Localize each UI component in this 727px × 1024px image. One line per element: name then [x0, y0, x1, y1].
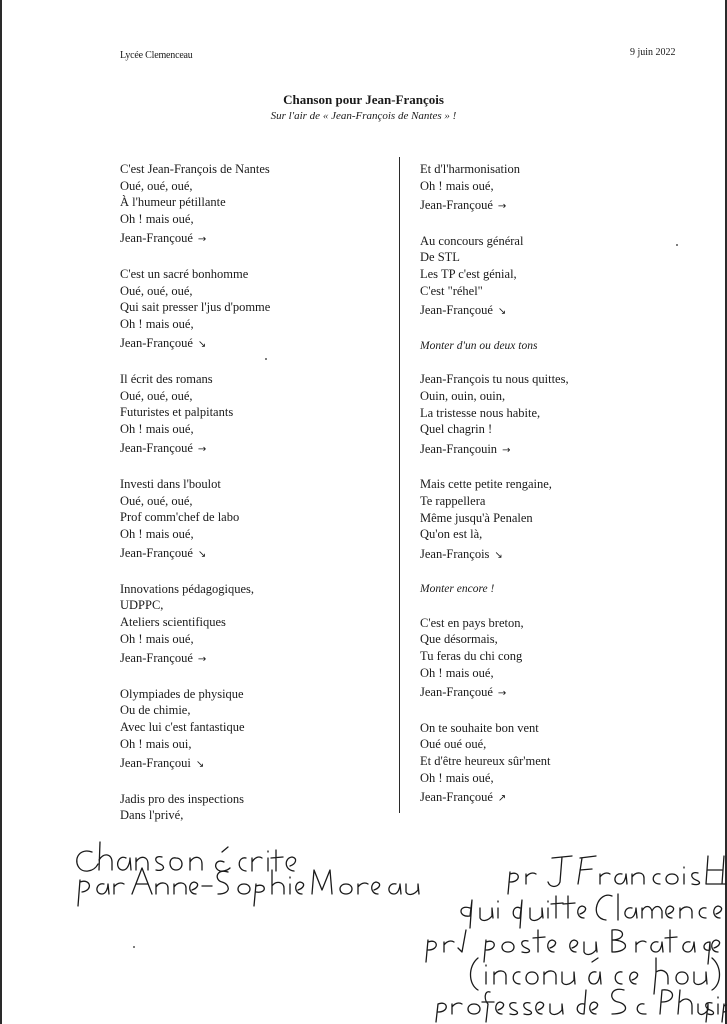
lyric-line: Même jusqu'à Penalen	[420, 510, 533, 525]
lyric-line: Oué oué oué,	[420, 737, 487, 752]
lyric-line: Ou de chimie,	[120, 703, 191, 718]
refrain-text: Jean-Françoué	[120, 441, 193, 456]
lyric-line: UDPPC,	[120, 598, 164, 613]
lyric-line: Te rappellera	[420, 493, 486, 508]
lyric-line: De STL	[420, 250, 460, 265]
stanza	[120, 791, 390, 824]
lyric-line: Que désormais,	[420, 632, 498, 647]
refrain-text: Jean-Françoué	[420, 198, 493, 213]
performance-note: Monter encore !	[420, 583, 495, 596]
scan-speck	[676, 244, 678, 246]
lyric-line: Innovations pédagogiques,	[120, 581, 255, 596]
refrain-text: Jean-Françoui	[120, 756, 191, 771]
stanza	[120, 581, 390, 669]
lyric-line: Au concours général	[420, 233, 524, 248]
lyric-line: C'est "réhel"	[420, 283, 483, 298]
document-date: 9 juin 2022	[630, 47, 676, 58]
refrain-text: Jean-Françoué	[120, 546, 193, 561]
pitch-arrow-icon: ↘	[197, 339, 207, 351]
refrain-line	[420, 684, 710, 703]
handwritten-dedication-note	[426, 856, 727, 1022]
lyric-line: Dans l'privé,	[120, 808, 184, 823]
lyric-line: Qui sait presser l'jus d'pomme	[120, 300, 271, 315]
stanza	[420, 371, 710, 459]
column-divider	[399, 157, 400, 813]
refrain-text: Jean-Françoué	[420, 685, 493, 700]
lyric-line: Oh ! mais oué,	[420, 770, 494, 785]
lyric-line: Et d'être heureux sûr'ment	[420, 754, 551, 769]
stanza	[420, 476, 710, 564]
lyric-line: Futuristes et palpitants	[120, 405, 234, 420]
refrain-text: Jean-François	[420, 546, 490, 561]
stanza	[420, 161, 710, 216]
lyric-line: Jean-François tu nous quittes,	[420, 372, 569, 387]
refrain-text: Jean-Françoué	[420, 303, 493, 318]
pitch-arrow-icon: ↘	[494, 549, 503, 561]
handwritten-author-note	[77, 842, 419, 906]
lyric-line: Oué, oué, oué,	[120, 178, 193, 193]
lyric-line: Oh ! mais oui,	[120, 736, 192, 751]
pitch-arrow-icon: ↘	[497, 306, 507, 318]
school-name: Lycée Clemenceau	[120, 50, 193, 61]
lyric-line: La tristesse nous habite,	[420, 405, 541, 420]
lyric-line: Oh ! mais oué,	[420, 665, 494, 680]
lyric-line: Tu feras du chi cong	[420, 649, 523, 664]
pitch-arrow-icon: →	[197, 654, 207, 666]
lyric-line: Investi dans l'boulot	[120, 476, 221, 491]
song-subtitle: Sur l'air de « Jean-François de Nantes » !	[270, 110, 457, 122]
pitch-arrow-icon: ↗	[497, 793, 507, 805]
refrain-text: Jean-Françoué	[120, 651, 193, 666]
lyric-line: Oh ! mais oué,	[120, 316, 194, 331]
stanza	[420, 720, 710, 808]
stanza	[120, 686, 390, 774]
lyrics-left-column	[120, 161, 390, 841]
stanza	[120, 266, 390, 354]
refrain-line	[120, 230, 390, 249]
pitch-arrow-icon: ↘	[195, 759, 205, 771]
stanza	[120, 476, 390, 564]
pitch-arrow-icon: →	[497, 201, 507, 213]
lyric-line: Prof comm'chef de labo	[120, 510, 240, 525]
pitch-arrow-icon: →	[197, 234, 207, 246]
refrain-line	[120, 650, 390, 669]
refrain-line	[420, 789, 710, 808]
lyric-line: Les TP c'est génial,	[420, 266, 517, 281]
lyric-line: Oh ! mais oué,	[120, 526, 194, 541]
refrain-text: Jean-Françoué	[420, 790, 493, 805]
stanza	[420, 233, 710, 321]
lyric-line: Qu'on est là,	[420, 527, 483, 542]
lyric-line: Oué, oué, oué,	[120, 283, 193, 298]
refrain-line	[120, 545, 390, 564]
performance-note: Monter d'un ou deux tons	[420, 339, 538, 352]
lyric-line: Oh ! mais oué,	[120, 211, 194, 226]
lyric-line: C'est Jean-François de Nantes	[120, 162, 270, 176]
lyric-line: Ateliers scientifiques	[120, 615, 226, 630]
refrain-line	[120, 440, 390, 459]
scan-speck	[265, 358, 267, 360]
refrain-line	[420, 546, 710, 565]
lyric-line: C'est un sacré bonhomme	[120, 266, 249, 281]
lyric-line: Ouin, ouin, ouin,	[420, 388, 506, 403]
lyric-line: Mais cette petite rengaine,	[420, 477, 552, 492]
pitch-arrow-icon: →	[197, 444, 207, 456]
lyrics-right-column	[420, 161, 710, 825]
lyric-line: On te souhaite bon vent	[420, 720, 539, 735]
lyric-line: À l'humeur pétillante	[120, 195, 226, 210]
lyric-line: Jadis pro des inspections	[120, 791, 244, 806]
lyric-line: Avec lui c'est fantastique	[120, 720, 245, 735]
stanza	[120, 371, 390, 459]
lyric-line: Oh ! mais oué,	[420, 178, 494, 193]
stanza	[420, 615, 710, 703]
stanza	[120, 161, 390, 249]
song-title: Chanson pour Jean-François	[283, 92, 444, 107]
pitch-arrow-icon: ↘	[197, 549, 207, 561]
refrain-text: Jean-Françoué	[120, 336, 193, 351]
refrain-text: Jean-Françouin	[420, 441, 498, 456]
refrain-text: Jean-Françoué	[120, 231, 193, 246]
pitch-arrow-icon: →	[502, 444, 511, 456]
lyric-line: Oué, oué, oué,	[120, 493, 193, 508]
lyric-line: Oh ! mais oué,	[120, 421, 194, 436]
refrain-line	[420, 302, 710, 321]
scan-speck	[133, 946, 135, 948]
lyric-line: Quel chagrin !	[420, 422, 493, 437]
lyric-line: Olympiades de physique	[120, 686, 244, 701]
refrain-line	[120, 755, 390, 774]
lyric-line: Oué, oué, oué,	[120, 388, 193, 403]
refrain-line	[120, 335, 390, 354]
pitch-arrow-icon: →	[497, 688, 507, 700]
refrain-line	[420, 197, 710, 216]
scan-edge-left	[0, 0, 2, 1024]
refrain-line	[420, 441, 710, 460]
lyric-line: C'est en pays breton,	[420, 615, 524, 630]
lyric-line: Et d'l'harmonisation	[420, 162, 520, 176]
lyric-line: Oh ! mais oué,	[120, 631, 194, 646]
lyric-line: Il écrit des romans	[120, 371, 213, 386]
